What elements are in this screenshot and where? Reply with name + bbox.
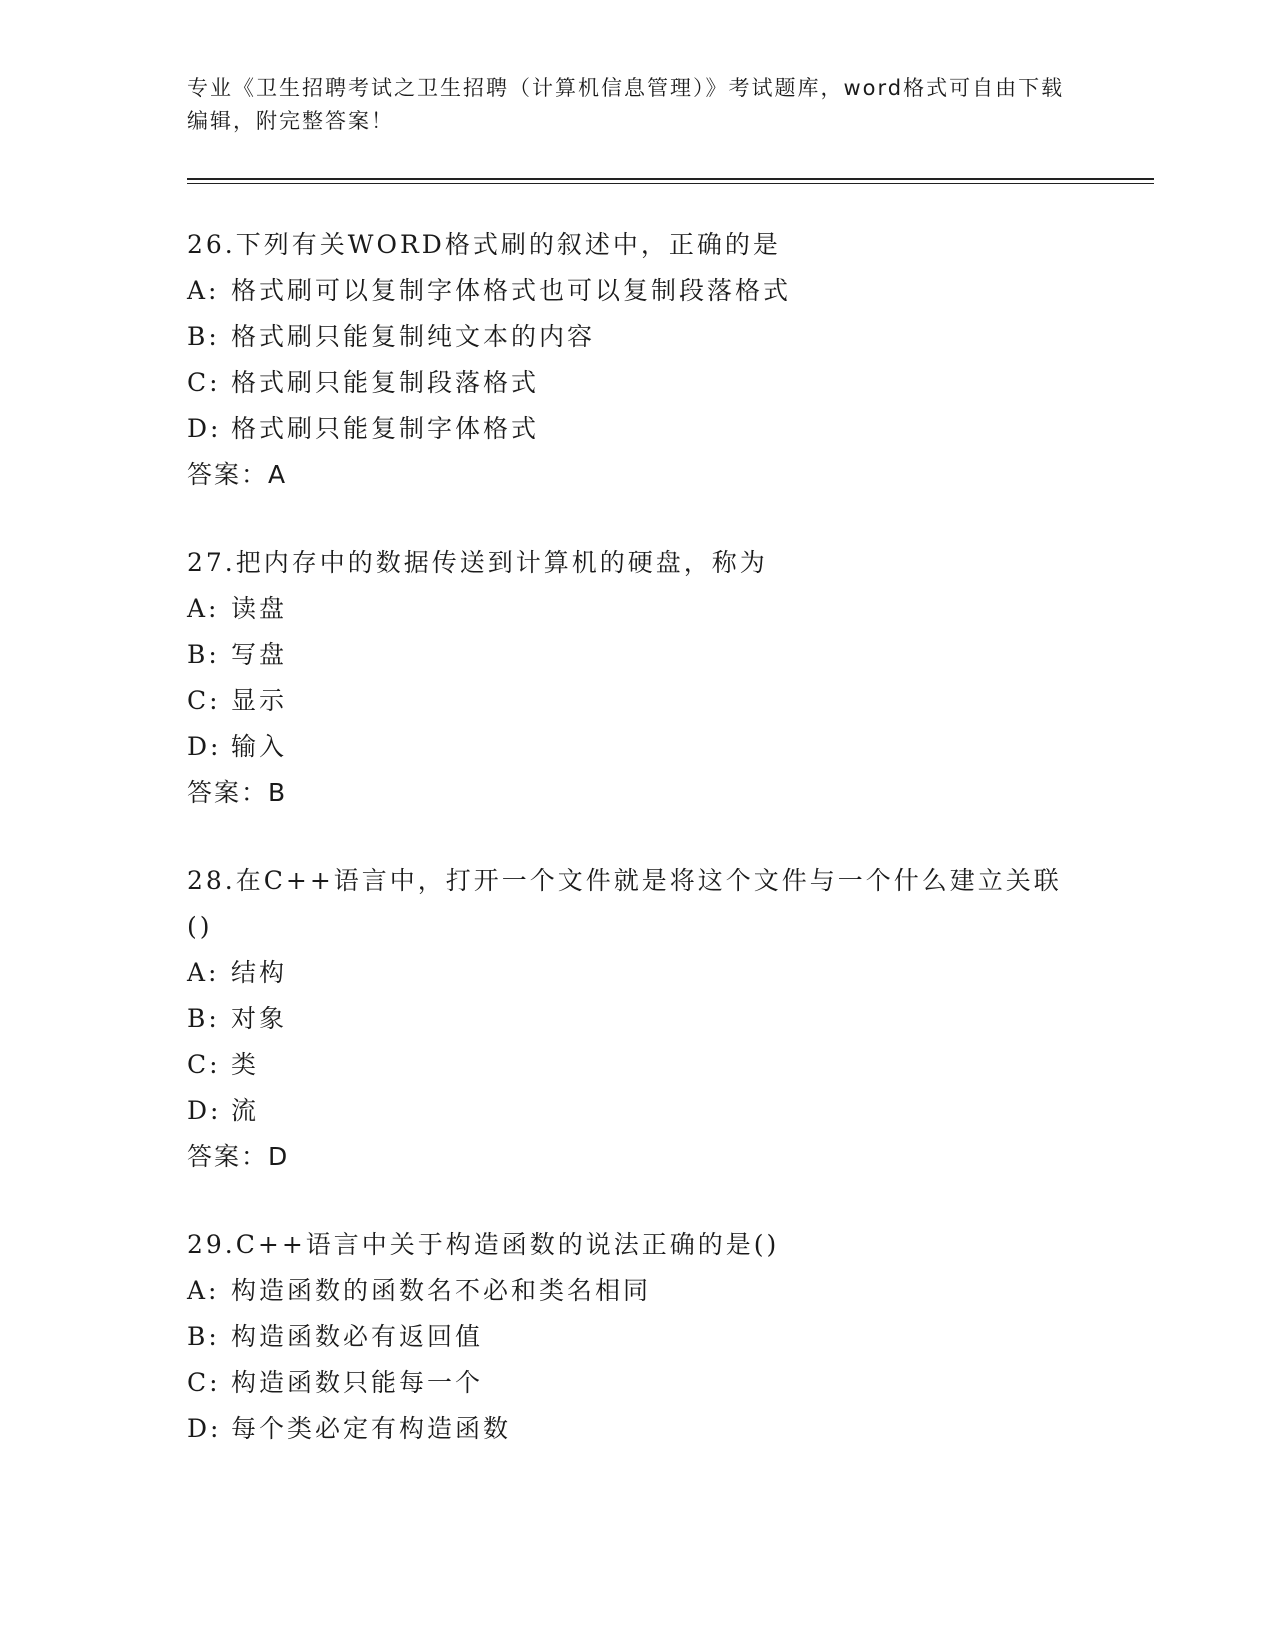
question-stem: 26.下列有关WORD格式刷的叙述中，正确的是 — [187, 230, 781, 259]
option-c — [187, 1042, 1087, 1088]
option-letter: D: — [187, 414, 222, 443]
option-d — [187, 1088, 1087, 1134]
option-text: 显示 — [231, 686, 288, 715]
answer-line: 答案：A — [187, 460, 288, 489]
option-letter: B: — [187, 322, 220, 351]
header-divider-thick — [187, 178, 1154, 180]
option-letter: D: — [187, 1096, 222, 1125]
question-27 — [187, 540, 1087, 816]
option-a — [187, 268, 1087, 314]
option-letter: A: — [187, 958, 220, 987]
option-b — [187, 632, 1087, 678]
option-text: 格式刷可以复制字体格式也可以复制段落格式 — [231, 276, 792, 305]
option-text: 构造函数只能每一个 — [231, 1368, 484, 1397]
option-text: 格式刷只能复制段落格式 — [231, 368, 540, 397]
option-letter: B: — [187, 1004, 220, 1033]
option-letter: C: — [187, 1050, 221, 1079]
option-letter: A: — [187, 276, 220, 305]
question-29 — [187, 1222, 1087, 1452]
option-a — [187, 586, 1087, 632]
option-c — [187, 678, 1087, 724]
option-text: 输入 — [231, 732, 288, 761]
answer-line: 答案：B — [187, 778, 288, 807]
option-text: 写盘 — [231, 640, 288, 669]
option-letter: C: — [187, 1368, 221, 1397]
option-c — [187, 1360, 1087, 1406]
option-text: 读盘 — [231, 594, 288, 623]
option-text: 类 — [231, 1050, 260, 1079]
question-stem: 29.C++语言中关于构造函数的说法正确的是() — [187, 1230, 780, 1259]
option-d — [187, 724, 1087, 770]
option-letter: C: — [187, 686, 221, 715]
header-divider-thin — [187, 183, 1154, 184]
option-b — [187, 996, 1087, 1042]
option-text: 构造函数的函数名不必和类名相同 — [231, 1276, 652, 1305]
option-b — [187, 314, 1087, 360]
option-a — [187, 950, 1087, 996]
option-text: 格式刷只能复制字体格式 — [231, 414, 540, 443]
option-text: 格式刷只能复制纯文本的内容 — [231, 322, 596, 351]
question-stem: 28.在C++语言中，打开一个文件就是将这个文件与一个什么建立关联() — [187, 866, 1062, 941]
document-header: 专业《卫生招聘考试之卫生招聘（计算机信息管理）》考试题库，word格式可自由下载编辑，附完整答案！ — [187, 76, 1065, 133]
option-text: 流 — [231, 1096, 260, 1125]
option-text: 对象 — [231, 1004, 288, 1033]
option-letter: D: — [187, 1414, 222, 1443]
option-a — [187, 1268, 1087, 1314]
option-letter: A: — [187, 1276, 220, 1305]
option-b — [187, 1314, 1087, 1360]
question-26 — [187, 222, 1087, 498]
option-letter: D: — [187, 732, 222, 761]
option-text: 结构 — [231, 958, 288, 987]
option-d — [187, 1406, 1087, 1452]
option-text: 构造函数必有返回值 — [231, 1322, 484, 1351]
question-28 — [187, 858, 1087, 1180]
answer-line: 答案：D — [187, 1142, 290, 1171]
option-letter: A: — [187, 594, 220, 623]
option-d — [187, 406, 1087, 452]
option-text: 每个类必定有构造函数 — [231, 1414, 512, 1443]
option-letter: C: — [187, 368, 221, 397]
option-c — [187, 360, 1087, 406]
option-letter: B: — [187, 640, 220, 669]
option-letter: B: — [187, 1322, 220, 1351]
question-stem: 27.把内存中的数据传送到计算机的硬盘，称为 — [187, 548, 768, 577]
